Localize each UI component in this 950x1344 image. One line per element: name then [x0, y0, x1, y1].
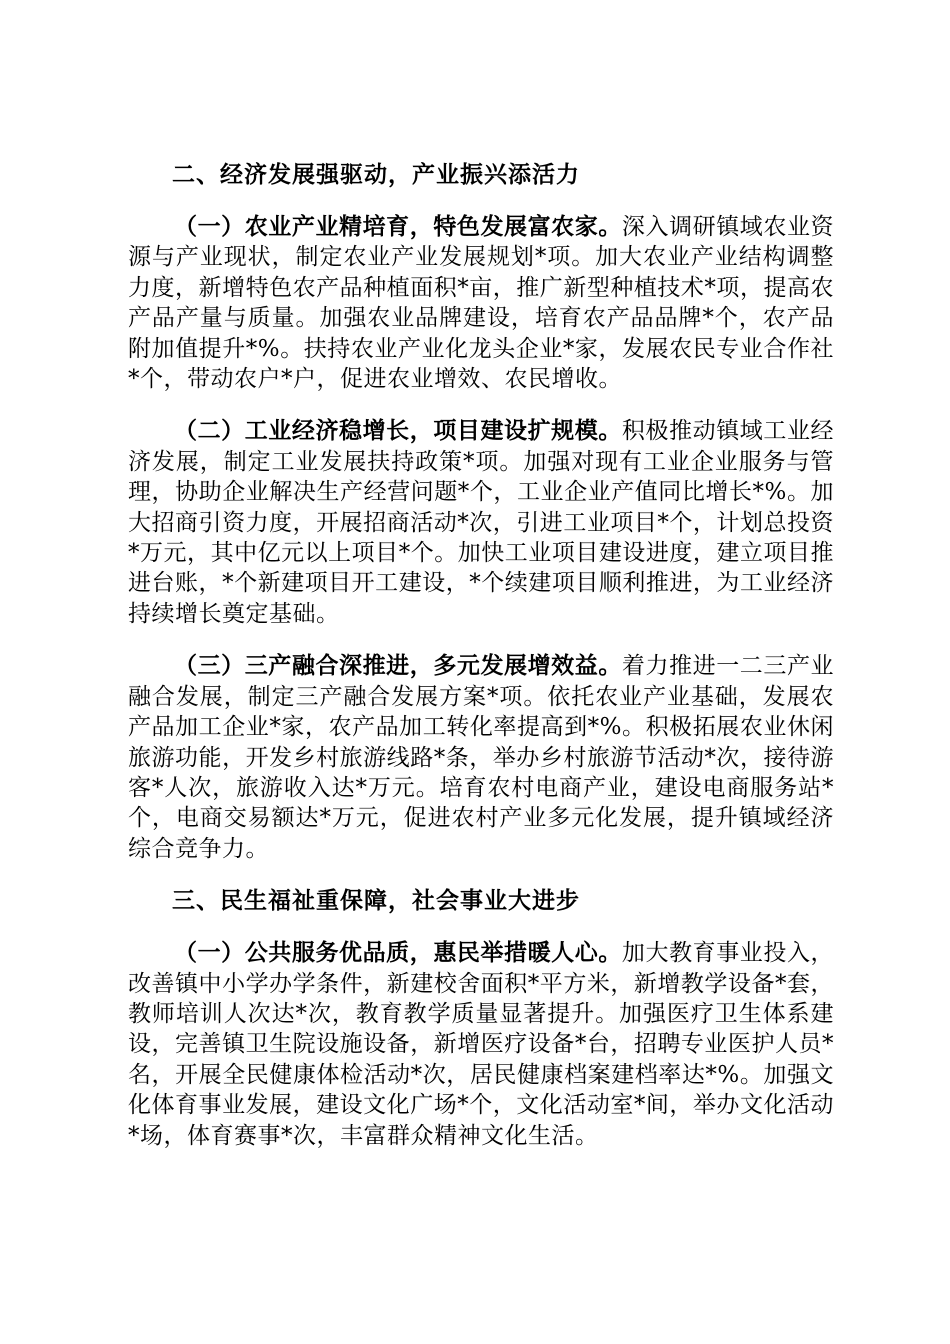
paragraph-lead: （一）公共服务优品质，惠民举措暖人心。 — [174, 940, 622, 967]
paragraph-lead: （一）农业产业精培育，特色发展富农家。 — [174, 214, 622, 240]
paragraph-body: 积极推动镇域工业经济发展，制定工业发展扶持政策*项。加强对现有工业企业服务与管理，协助企业解决生产经营问题*个，工业企业产值同比增长*%。加大招商引资力度，开展招商活动*次，引进工业项目*个，计划总投资*万元，其中亿元以上项目*个。加快工业项目建设进度，建立项目推进台账，*个新建项目开工建设，*个续建项目顺利推进，为工业经济持续增长奠定基础。 — [128, 418, 835, 627]
paragraph-body: 着力推进一二三产业融合发展，制定三产融合发展方案*项。依托农业产业基础，发展农产品加工企业*家，农产品加工转化率提高到*%。积极拓展农业休闲旅游功能，开发乡村旅游线路*条，举办乡村旅游节活动*次，接待游客*人次，旅游收入达*万元。培育农村电商产业，建设电商服务站*个，电商交易额达*万元，促进农村产业多元化发展，提升镇域经济综合竞争力。 — [128, 653, 835, 862]
paragraph-public-services — [128, 938, 834, 1151]
paragraph-body: 深入调研镇域农业资源与产业现状，制定农业产业发展规划*项。加大农业产业结构调整力度，新增特色农产品种植面积*亩，推广新型种植技术*项，提高农产品产量与质量。加强农业品牌建设，培育农产品品牌*个，农产品附加值提升*%。扶持农业产业化龙头企业*家，发展农民专业合作社*个，带动农户*户，促进农业增效、农民增收。 — [128, 214, 835, 393]
paragraph-industry — [128, 416, 834, 629]
paragraph-agriculture — [128, 212, 834, 394]
paragraph-integration — [128, 651, 834, 864]
document-page — [128, 160, 834, 1173]
paragraph-body: 加大教育事业投入，改善镇中小学办学条件，新建校舍面积*平方米，新增教学设备*套，教师培训人次达*次，教育教学质量显著提升。加强医疗卫生体系建设，完善镇卫生院设施设备，新增医疗设备*台，招聘专业医护人员*名，开展全民健康体检活动*次，居民健康档案建档率达*%。加强文化体育事业发展，建设文化广场*个，文化活动室*间，举办文化活动*场，体育赛事*次，丰富群众精神文化生活。 — [128, 940, 835, 1149]
section-heading-economy: 二、经济发展强驱动，产业振兴添活力 — [172, 162, 580, 188]
paragraph-lead: （二）工业经济稳增长，项目建设扩规模。 — [174, 418, 622, 445]
paragraph-lead: （三）三产融合深推进，多元发展增效益。 — [174, 653, 622, 680]
section-heading-livelihood: 三、民生福祉重保障，社会事业大进步 — [172, 888, 580, 915]
